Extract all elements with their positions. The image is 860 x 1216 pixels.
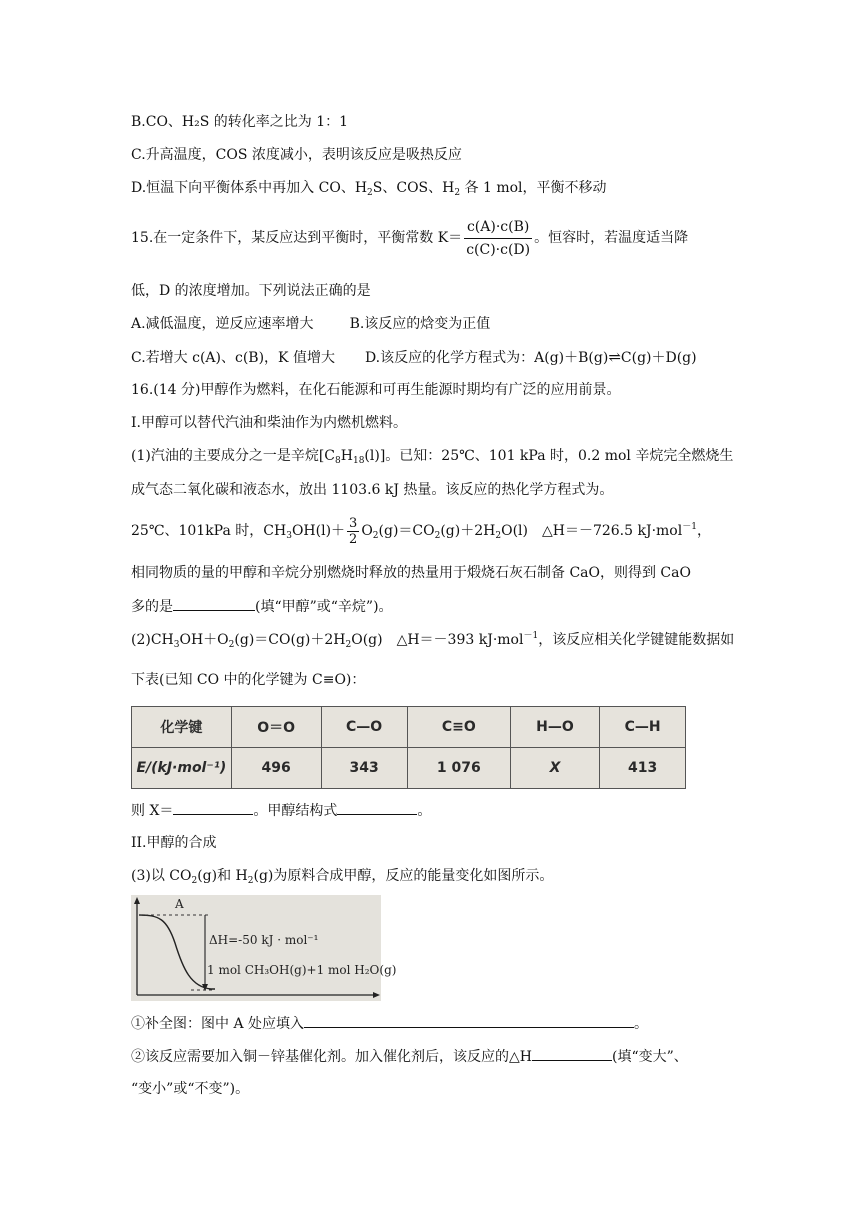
table-cell: 496: [231, 748, 321, 789]
table-header-cell: O＝O: [231, 707, 321, 748]
q15-stem: 15.在一定条件下，某反应达到平衡时，平衡常数 K＝ $\frac{c(A)\cdot c(B)}{c(C)\cdot c(D)}$ 。恒容时，若温度适当降: [131, 213, 688, 263]
q16-methanol-equation: 25℃、101kPa 时，$CH_3OH(l)+$ $\frac{3}{2}$ $O_2(g)=CO_2(g)+2H_2O(l)$ △H＝－726.5 kJ·mol$^{-1}$，: [131, 515, 711, 547]
diagram-delta-h: ΔH=-50 kJ · mol⁻¹: [209, 933, 319, 947]
table-row-label: E/(kJ·mol⁻¹): [132, 748, 232, 789]
k-fraction: $\frac{c(A)\cdot c(B)}{c(C)\cdot c(D)}$: [464, 216, 532, 261]
table-row: [132, 748, 686, 789]
table-header-row: [132, 707, 686, 748]
q15-option-a: A.减低温度，逆反应速率增大: [131, 316, 314, 332]
table-header-cell: C—O: [321, 707, 407, 748]
q16-p1-line2: 成气态二氧化碳和液态水，放出 1103.6 kJ 热量。该反应的热化学方程式为。: [131, 482, 614, 498]
table-header-cell: C≡O: [407, 707, 510, 748]
answer-blank-structure[interactable]: [337, 800, 417, 815]
table-cell: X: [510, 748, 599, 789]
three-halves-fraction: $\frac{3}{2}$: [349, 515, 358, 547]
energy-diagram-drawing: [131, 895, 381, 1001]
q15-option-d: D.该反应的化学方程式为：A(g)＋B(g)⇌C(g)＋D(g): [364, 348, 697, 366]
energy-diagram: [131, 895, 397, 1001]
q14-option-c: C.升高温度，COS 浓度减小，表明该反应是吸热反应: [131, 147, 462, 163]
q16-q3-2: ②该反应需要加入铜－锌基催化剂。加入催化剂后，该反应的△H (填“变大”、: [131, 1046, 688, 1067]
q16-part2: II.甲醇的合成: [131, 835, 217, 851]
table-cell: 1 076: [407, 748, 510, 789]
q15-stem-line2: 低，D 的浓度增加。下列说法正确的是: [131, 283, 371, 299]
q15-option-c: C.若增大 c(A)、c(B)，K 值增大: [131, 350, 335, 366]
q16-p3-line: (3)以 $CO_2(g)$和 $H_2(g)$为原料合成甲醇，反应的能量变化如图所示。: [131, 868, 554, 886]
q16-q3-1: ①补全图：图中 A 处应填入 。: [131, 1013, 648, 1034]
answer-blank-x[interactable]: [173, 800, 253, 815]
q16-p1-line1: (1)汽油的主要成分之一是辛烷$[C_8H_{18}(l)]$。已知：25℃、101 kPa 时，0.2 mol 辛烷完全燃烧生: [131, 448, 734, 466]
table-cell: 413: [600, 748, 686, 789]
q16-p2-line2: 下表(已知 CO 中的化学键为 C≡O)：: [131, 672, 366, 688]
answer-blank-dh[interactable]: [532, 1046, 612, 1061]
q14-option-d: D.恒温下向平衡体系中再加入 CO、$H_2S$、COS、$H_2$ 各 1 mol，平衡不移动: [131, 180, 607, 198]
q14-option-b: B.CO、H₂S 的转化率之比为 1：1: [131, 114, 349, 130]
q16-head: 16.(14 分)甲醇作为燃料，在化石能源和可再生能源时期均有广泛的应用前景。: [131, 382, 621, 398]
answer-blank-fuel[interactable]: [173, 596, 255, 611]
q15-options-cd: [131, 347, 697, 368]
q16-p1-line4: 相同物质的量的甲醇和辛烷分别燃烧时释放的热量用于煅烧石灰石制备 CaO，则得到 CaO: [131, 565, 691, 581]
equilibrium-arrow-icon: ⇌: [608, 348, 621, 366]
q16-x-line: 则 X＝ 。甲醇结构式 。: [131, 800, 431, 821]
triple-bond-symbol: ≡: [322, 672, 335, 688]
answer-blank-a[interactable]: [304, 1013, 634, 1028]
q15-options-ab: [131, 314, 490, 334]
q16-q3-2-line2: “变小”或“不变”)。: [131, 1081, 250, 1097]
q16-p2-line1: $(2)CH_3OH+O_2(g)=CO(g)+2H_2O(g)$ △H＝－393 kJ·mol$^{-1}$，该反应相关化学键键能数据如: [131, 631, 735, 650]
table-header-cell: 化学键: [132, 707, 232, 748]
table-header-cell: H—O: [510, 707, 599, 748]
q16-part1: I.甲醇可以替代汽油和柴油作为内燃机燃料。: [131, 415, 407, 431]
q16-p1-line5: 多的是 (填“甲醇”或“辛烷”)。: [131, 596, 393, 617]
table-cell: 343: [321, 748, 407, 789]
diagram-product-label: 1 mol CH₃OH(g)+1 mol H₂O(g): [207, 963, 397, 977]
bond-energy-table: [131, 706, 686, 789]
q15-option-b: B.该反应的焓变为正值: [349, 316, 491, 332]
table-header-cell: C—H: [600, 707, 686, 748]
diagram-label-a: A: [175, 897, 184, 911]
